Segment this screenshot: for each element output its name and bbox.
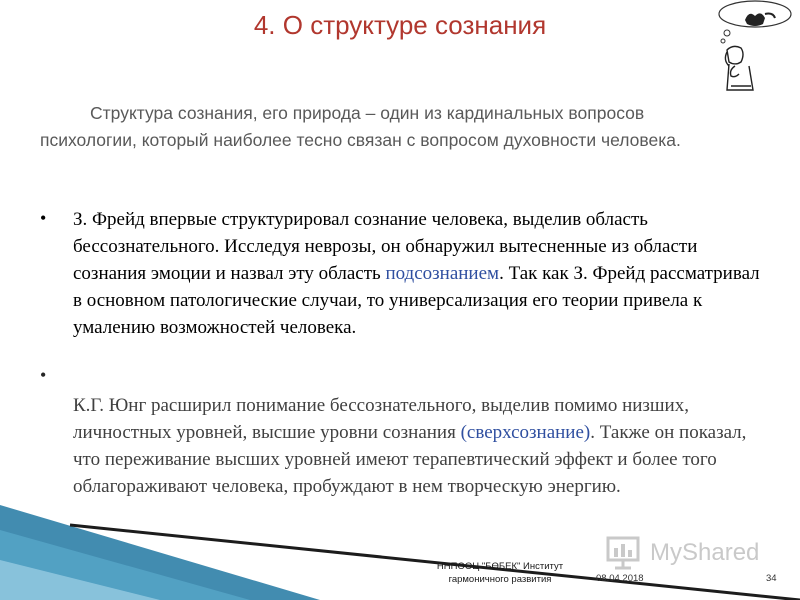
footer-date: 08.04.2018 — [596, 573, 644, 584]
watermark-text: MyShared — [650, 539, 760, 566]
intro-paragraph — [40, 100, 740, 154]
cat-thought-bubble-icon — [719, 1, 791, 43]
bullet-dot: • — [40, 365, 47, 385]
thinking-person-icon — [705, 0, 795, 95]
intro-text: Структура сознания, его природа – один из кардинальных вопросов психологии, который наиболее тесно связан с вопросом духовности человека. — [40, 103, 681, 150]
myshared-watermark — [606, 536, 766, 570]
highlight-term: (сверхсознание) — [460, 422, 591, 443]
bullet-dot: • — [40, 208, 47, 228]
footer-org-line: ННПООЦ "БӨБЕК" Институт — [436, 561, 564, 572]
bullet-item-jung — [73, 392, 763, 500]
bullet-text: . Так как З. Фрейд рассматривал в основном патологические случаи, то универсализация его теории привела к умалению возможностей человека. — [73, 263, 760, 338]
page-number: 34 — [766, 573, 777, 584]
slide-title: 4. О структуре сознания — [253, 10, 547, 40]
footer-org-line: гармоничного развития — [448, 574, 552, 585]
bullet-text: К.Г. Юнг расширил понимание бессознательного, выделив помимо низших, личностных уровней, высшие уровни сознания — [73, 395, 689, 443]
myshared-logo-icon — [606, 536, 646, 570]
footer-organization — [420, 560, 580, 586]
highlight-term: подсознанием — [385, 263, 500, 284]
bullet-text: . Также он показал, что переживание высших уровней имеют терапевтический эффект и более того облагораживают человека, пробуждают в нем творческую энергию. — [73, 422, 747, 497]
bullet-text: З. Фрейд впервые структурировал сознание человека, выделив область бессознательного. Исследуя неврозы, он обнаружил вытесненные из области сознания эмоции и назвал эту область — [73, 209, 698, 284]
bullet-item-freud — [73, 206, 763, 341]
